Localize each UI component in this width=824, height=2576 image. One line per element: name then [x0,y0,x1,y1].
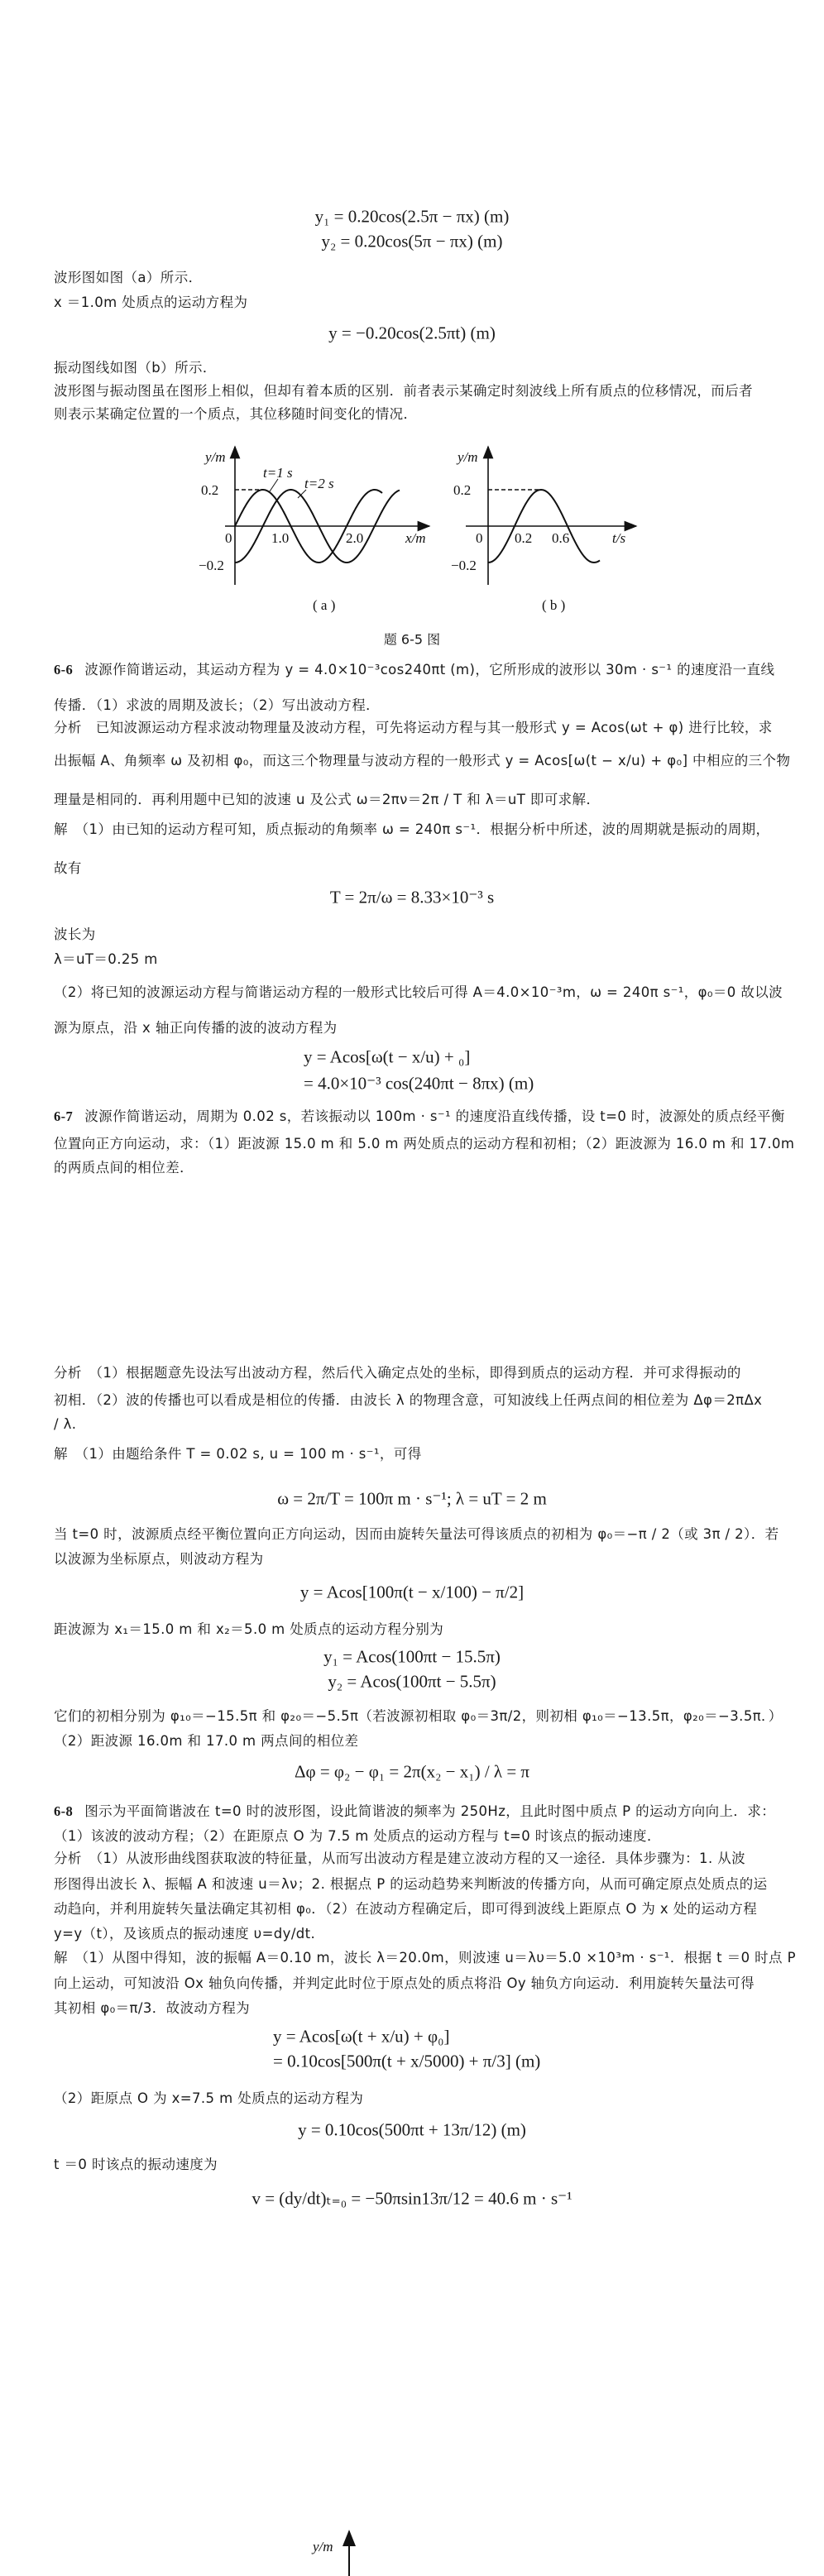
equation-velocity: v = (dy/dt)ₜ₌₀ = −50πsin13π/12 = 40.6 m · s⁻¹ [252,2188,572,2209]
problem-number: 6-8 [54,1803,74,1819]
tick-label: 0.2 [453,482,472,498]
text-line: / λ. [54,1415,77,1432]
vibration-graph-b [451,447,636,613]
text-line: t ＝0 时该点的振动速度为 [54,2156,218,2172]
text-line: 分析 （1）根据题意先设法写出波动方程，然后代入确定点处的坐标，即得到质点的运动方程．并可求得振动的 [54,1364,741,1381]
problem-number: 6-7 [54,1108,74,1124]
tick-label: 1.0 [271,530,290,546]
text-line: 解 （1）从图中得知，波的振幅 A＝0.10 m，波长 λ＝20.0m，则波速 u＝λυ＝5.0 ×10³m · s⁻¹．根据 t ＝0 时点 P [54,1949,796,1966]
text-line: 解 （1）由已知的运动方程可知，质点振动的角频率 ω = 240π s⁻¹．根据分析中所述，波的周期就是振动的周期， [54,821,770,837]
text-line: 波形图如图（a）所示． [54,269,203,285]
leader-line-t1 [270,479,278,491]
y-axis-label: y/m [205,449,226,465]
equation-motion: y = −0.20cos(2.5πt) (m) [328,323,496,343]
text-line: 源为原点，沿 x 轴正向传播的波的波动方程为 [54,1019,338,1036]
subfigure-label-a: ( a ) [313,597,336,613]
text-line: 初相．（2）波的传播也可以看成是相位的传播．由波长 λ 的物理含意，可知波线上任两点间的相位差为 Δφ＝2πΔx [54,1391,763,1408]
text-line: 则表示某确定位置的一个质点，其位移随时间变化的情况． [54,405,418,422]
text-line: （2）距波源 16.0m 和 17.0 m 两点间的相位差 [54,1732,359,1749]
text-line: 距波源为 x₁＝15.0 m 和 x₂＝5.0 m 处质点的运动方程分别为 [54,1621,444,1637]
tick-label: −0.2 [199,558,224,573]
text-line: 传播．（1）求波的周期及波长；（2）写出波动方程． [54,697,380,713]
problem-6-6-statement [54,663,774,678]
text-line: 出振幅 A、角频率 ω 及初相 φ₀，而这三个物理量与波动方程的一般形式 y = Acos[ω(t − x/u) + φ₀] 中相应的三个物 [54,752,791,768]
text-line: 解 （1）由题给条件 T = 0.02 s, u = 100 m · s⁻¹，可得 [54,1445,422,1462]
tick-label: −0.2 [451,558,477,573]
equation-y2: y₂ = 0.20cos(5π − πx) (m) [321,231,503,251]
problem-6-8-statement [54,1805,775,1819]
x-axis-label: x/m [405,530,426,546]
text-line: 分析 已知波源运动方程求波动物理量及波动方程，可先将运动方程与其一般形式 y = Acos(ωt + φ) 进行比较，求 [54,719,773,735]
equation-wave-result: = 0.10cos[500π(t + x/5000) + π/3] (m) [273,2051,541,2071]
equation-wave-result: = 4.0×10⁻³ cos(240πt − 8πx) (m) [304,1073,534,1094]
text-line: 波源作简谐运动，其运动方程为 y = 4.0×10⁻³cos240πt (m)，它所形成的波形以 30m · s⁻¹ 的速度沿一直线 [84,661,775,678]
equation-y2: y₂ = Acos(100πt − 5.5π) [328,1671,496,1692]
text-line: 其初相 φ₀＝π/3．故波动方程为 [54,1999,251,2016]
equation-phase-difference: Δφ = φ₂ − φ₁ = 2π(x₂ − x₁) / λ = π [294,1761,530,1782]
text-line: λ＝uT＝0.25 m [54,950,158,967]
text-line: 当 t=0 时，波源质点经平衡位置向正方向运动，因而由旋转矢量法可得该质点的初相为 φ₀＝−π / 2（或 3π / 2）．若 [54,1525,779,1542]
text-line: 图示为平面简谐波在 t=0 时的波形图，设此简谐波的频率为 250Hz，且此时图中质点 P 的运动方向向上．求： [84,1803,776,1819]
figure-caption: 题 6-5 图 [383,631,441,648]
text-line: 分析 （1）从波形曲线图获取波的特征量，从而写出波动方程是建立波动方程的又一途径．具体步骤为：1. 从波 [54,1850,746,1866]
tick-label: 0.2 [515,530,533,546]
text-line: 理量是相同的．再利用题中已知的波速 u 及公式 ω＝2πν＝2π / T 和 λ＝uT 即可求解． [54,791,601,807]
text-line: 动趋向，并利用旋转矢量法确定其初相 φ₀．（2）在波动方程确定后，即可得到波线上距原点 O 为 x 处的运动方程 [54,1900,758,1917]
waveform-graph-a [199,447,429,613]
t-axis-label: t/s [612,530,626,546]
problem-6-7-statement [54,1110,785,1124]
text-line: 向上运动，可知波沿 Ox 轴负向传播，并判定此时位于原点处的质点将沿 Oy 轴负方向运动．利用旋转矢量法可得 [54,1975,755,1991]
text-line: （2）将已知的波源运动方程与简谐运动方程的一般形式比较后可得 A＝4.0×10⁻³m，ω = 240π s⁻¹，φ₀＝0 故以波 [54,984,783,1000]
text-line: 它们的初相分别为 φ₁₀＝−15.5π 和 φ₂₀＝−5.5π（若波源初相取 φ₀＝3π/2，则初相 φ₁₀＝−13.5π，φ₂₀＝−3.5π．） [54,1707,783,1724]
equation-motion: y = 0.10cos(500πt + 13π/12) (m) [298,2119,526,2140]
text-line: 位置向正方向运动，求：（1）距波源 15.0 m 和 5.0 m 两处质点的运动方程和初相；（2）距波源为 16.0 m 和 17.0m [54,1135,795,1152]
origin-label: 0 [225,530,232,546]
equation-omega-lambda: ω = 2π/T = 100π m · s⁻¹; λ = uT = 2 m [277,1488,547,1509]
text-line: （1）该波的波动方程；（2）在距原点 O 为 7.5 m 处质点的运动方程与 t=0 时该点的振动速度． [54,1827,661,1844]
equation-period: T = 2π/ω = 8.33×10⁻³ s [329,887,495,907]
text-line: 振动图线如图（b）所示． [54,359,217,376]
text-line: 波形图与振动图虽在图形上相似，但却有着本质的区别．前者表示某确定时刻波线上所有质点的位移情况，而后者 [54,382,753,399]
equation-wave-general: y = Acos[ω(t − x/u) + ₀] [304,1046,471,1067]
y-axis-label: y/m [313,2539,333,2554]
text-line: 形图得出波长 λ、振幅 A 和波速 u＝λν；2. 根据点 P 的运动趋势来判断波的传播方向，从而可确定原点处质点的运 [54,1875,768,1892]
text-line: 波源作简谐运动，周期为 0.02 s，若该振动以 100m · s⁻¹ 的速度沿直线传播，设 t=0 时，波源处的质点经平衡 [84,1108,785,1124]
text-line: （2）距原点 O 为 x=7.5 m 处质点的运动方程为 [54,2090,364,2106]
equation-wave: y = Acos[100π(t − x/100) − π/2] [299,1582,525,1602]
curve-label-t1: t=1 s [263,465,293,481]
figure-6-8-partial [298,2515,381,2576]
equation-y1: y₁ = Acos(100πt − 15.5π) [323,1646,501,1667]
equation-wave-general: y = Acos[ω(t + x/u) + φ₀] [273,2026,450,2047]
figure-6-5 [0,0,824,662]
curve-label-t2: t=2 s [304,476,334,491]
tick-label: 0.6 [552,530,570,546]
subfigure-label-b: ( b ) [542,597,566,613]
text-line: x ＝1.0m 处质点的运动方程为 [54,294,248,310]
equation-y1: y₁ = 0.20cos(2.5π − πx) (m) [314,206,510,227]
tick-label: 0.2 [201,482,219,498]
text-line: 的两质点间的相位差． [54,1159,194,1175]
tick-label: 2.0 [346,530,364,546]
text-line: 波长为 [54,926,96,942]
problem-number: 6-6 [54,661,74,678]
y-axis-label: y/m [458,449,478,465]
text-line: 以波源为坐标原点，则波动方程为 [54,1550,264,1567]
origin-label: 0 [476,530,483,546]
text-line: 故有 [54,859,82,876]
text-line: y=y（t），及该质点的振动速度 υ=dy/dt. [54,1925,316,1942]
